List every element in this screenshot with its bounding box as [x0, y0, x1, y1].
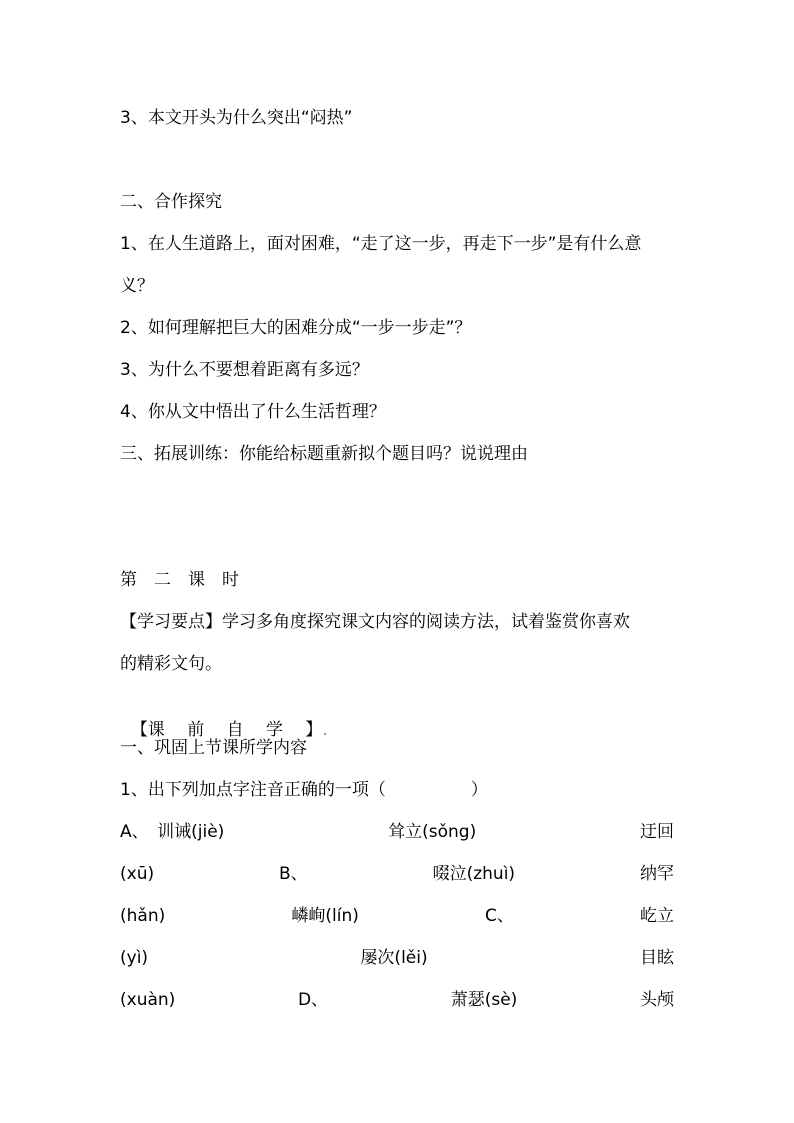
option-a-word-3: 迂回	[640, 822, 674, 842]
option-c-word-1-pinyin: (yì)	[120, 948, 149, 968]
section-heading-cooperative-inquiry: 二、合作探究	[120, 192, 222, 212]
inquiry-question-3: 3、为什么不要想着距离有多远？	[120, 360, 369, 380]
options-row-3	[120, 904, 674, 928]
option-b-word-2: 纳罕	[639, 864, 674, 884]
option-c-label: C、	[484, 906, 514, 926]
preview-heading	[120, 694, 328, 742]
inquiry-question-4: 4、你从文中悟出了什么生活哲理？	[120, 402, 386, 422]
preview-heading-text: 【课 前 自 学 】	[130, 720, 323, 740]
key-points-line-2: 的精彩文句。	[120, 654, 222, 674]
inquiry-question-1-line-2: 义？	[120, 276, 154, 296]
choice-question: 1、出下列加点字注音正确的一项（ ）	[120, 780, 488, 800]
option-c-word-1: 屹立	[639, 906, 674, 926]
option-b-word-1: 啜泣(zhuì)	[432, 864, 516, 884]
option-d-word-1: 萧瑟(sè)	[450, 990, 518, 1010]
option-c-word-3: 目眩	[639, 948, 674, 968]
option-c-word-3-pinyin: (xuàn)	[120, 990, 176, 1010]
lesson-heading: 第 二 课 时	[120, 570, 239, 590]
section-heading-extension: 三、拓展训练：你能给标题重新拟个题目吗？说说理由	[120, 444, 528, 464]
key-points-line-1: 【学习要点】学习多角度探究课文内容的阅读方法，试着鉴赏你喜欢	[120, 612, 630, 632]
option-c-word-2: 屡次(lěi)	[360, 948, 428, 968]
option-a-word-2: 耸立(sǒng)	[388, 822, 477, 842]
option-b-word-2-pinyin: (hǎn)	[120, 906, 166, 926]
options-row-2	[120, 862, 674, 886]
question-3: 3、本文开头为什么突出“闷热”	[120, 108, 353, 128]
option-b-word-3: 嶙峋(lín)	[291, 906, 359, 926]
consolidate-heading: 一、巩固上节课所学内容	[120, 738, 307, 758]
option-d-word-2: 头颅	[640, 990, 674, 1010]
option-b-label: B、	[279, 864, 308, 884]
preview-heading-dot: .	[322, 720, 328, 740]
option-d-label: D、	[297, 990, 329, 1010]
inquiry-question-2: 2、如何理解把巨大的困难分成“一步一步走”？	[120, 318, 472, 338]
options-row-1	[120, 820, 674, 844]
option-a-word-1: A、 训诫(jiè)	[120, 822, 225, 842]
inquiry-question-1-line-1: 1、在人生道路上，面对困难，“走了这一步，再走下一步”是有什么意	[120, 234, 642, 254]
options-row-5	[120, 988, 674, 1012]
option-a-word-3-pinyin: (xū)	[120, 864, 155, 884]
options-row-4	[120, 946, 674, 970]
